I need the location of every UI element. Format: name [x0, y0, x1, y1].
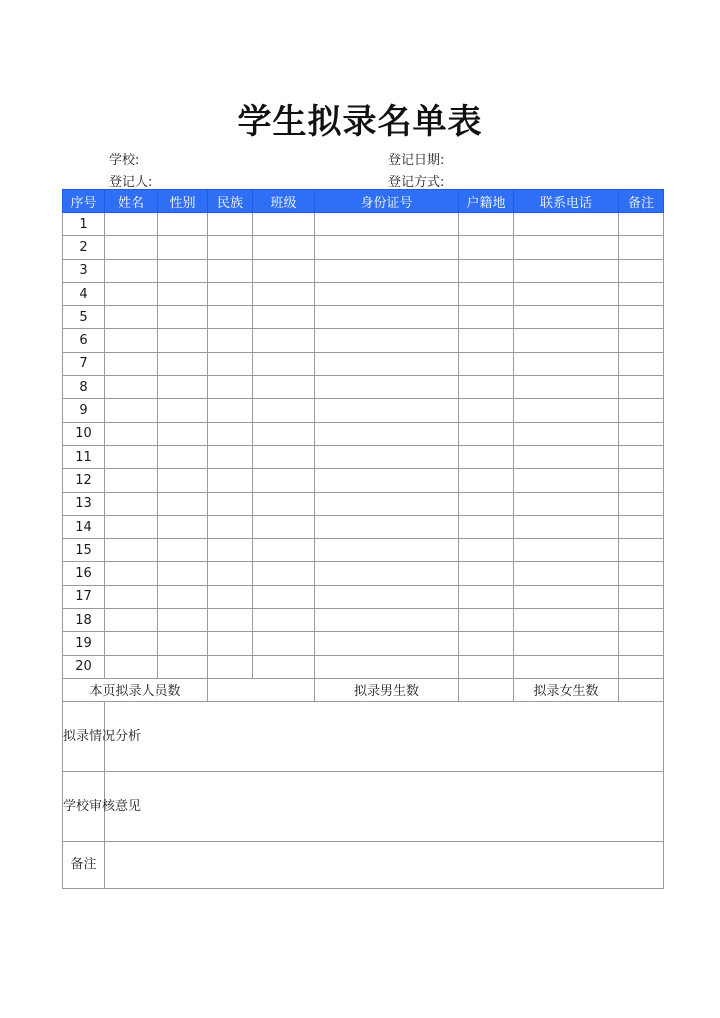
- gender-cell[interactable]: [158, 422, 208, 445]
- table-row: [63, 492, 664, 515]
- name-cell[interactable]: [105, 469, 158, 492]
- gender-cell[interactable]: [158, 329, 208, 352]
- remarks-cell[interactable]: [619, 329, 664, 352]
- table-row: [63, 422, 664, 445]
- name-cell[interactable]: [105, 282, 158, 305]
- id-number-cell[interactable]: [315, 376, 459, 399]
- table-row: [63, 585, 664, 608]
- remarks-row: [63, 841, 664, 888]
- summary-row: [63, 678, 664, 701]
- table-row: [63, 632, 664, 655]
- hukou-cell[interactable]: [459, 609, 514, 632]
- school-label: 学校:: [109, 153, 140, 168]
- class-cell[interactable]: [253, 306, 315, 329]
- remarks-cell[interactable]: [619, 562, 664, 585]
- name-cell[interactable]: [105, 515, 158, 538]
- id-number-cell[interactable]: [315, 562, 459, 585]
- hukou-cell[interactable]: [459, 632, 514, 655]
- remarks-cell[interactable]: [619, 632, 664, 655]
- name-cell[interactable]: [105, 655, 158, 678]
- remarks-cell[interactable]: [619, 236, 664, 259]
- id-number-cell[interactable]: [315, 213, 459, 236]
- phone-cell[interactable]: [514, 562, 619, 585]
- phone-cell[interactable]: [514, 352, 619, 375]
- table-row: [63, 306, 664, 329]
- row-number: 7: [63, 352, 105, 375]
- row-number: 15: [63, 539, 105, 562]
- name-cell[interactable]: [105, 236, 158, 259]
- class-cell[interactable]: [253, 352, 315, 375]
- review-cell[interactable]: [105, 771, 664, 841]
- total-count-label: 本页拟录人员数: [63, 678, 208, 701]
- table-row: [63, 376, 664, 399]
- reg-method-label: 登记方式:: [388, 175, 445, 190]
- phone-cell[interactable]: [514, 306, 619, 329]
- remarks-cell[interactable]: [619, 515, 664, 538]
- phone-cell[interactable]: [514, 469, 619, 492]
- row-number: 8: [63, 376, 105, 399]
- table-row: [63, 515, 664, 538]
- phone-cell[interactable]: [514, 376, 619, 399]
- id-number-cell[interactable]: [315, 469, 459, 492]
- hukou-cell[interactable]: [459, 306, 514, 329]
- row-number: 17: [63, 585, 105, 608]
- name-cell[interactable]: [105, 632, 158, 655]
- ethnicity-cell[interactable]: [208, 632, 253, 655]
- hukou-cell[interactable]: [459, 236, 514, 259]
- ethnicity-cell[interactable]: [208, 282, 253, 305]
- gender-cell[interactable]: [158, 515, 208, 538]
- page-title: 学生拟录名单表: [237, 102, 483, 142]
- class-cell[interactable]: [253, 399, 315, 422]
- name-cell[interactable]: [105, 259, 158, 282]
- gender-cell[interactable]: [158, 352, 208, 375]
- name-cell[interactable]: [105, 399, 158, 422]
- row-number: 11: [63, 445, 105, 468]
- row-number: 9: [63, 399, 105, 422]
- id-number-cell[interactable]: [315, 259, 459, 282]
- female-count-label: 拟录女生数: [514, 678, 619, 701]
- hukou-cell[interactable]: [459, 515, 514, 538]
- hukou-cell[interactable]: [459, 539, 514, 562]
- row-number: 4: [63, 282, 105, 305]
- id-number-cell[interactable]: [315, 306, 459, 329]
- remarks-cell[interactable]: [619, 655, 664, 678]
- header-id-number: 身份证号: [315, 190, 459, 213]
- gender-cell[interactable]: [158, 609, 208, 632]
- row-number: 1: [63, 213, 105, 236]
- id-number-cell[interactable]: [315, 445, 459, 468]
- name-cell[interactable]: [105, 539, 158, 562]
- name-cell[interactable]: [105, 422, 158, 445]
- ethnicity-cell[interactable]: [208, 562, 253, 585]
- header-class: 班级: [253, 190, 315, 213]
- hukou-cell[interactable]: [459, 399, 514, 422]
- class-cell[interactable]: [253, 632, 315, 655]
- remarks-cell[interactable]: [619, 445, 664, 468]
- id-number-cell[interactable]: [315, 352, 459, 375]
- phone-cell[interactable]: [514, 399, 619, 422]
- hukou-cell[interactable]: [459, 259, 514, 282]
- review-label: 学校审核意见: [63, 771, 105, 841]
- class-cell[interactable]: [253, 376, 315, 399]
- hukou-cell[interactable]: [459, 445, 514, 468]
- name-cell[interactable]: [105, 306, 158, 329]
- remarks-cell[interactable]: [619, 399, 664, 422]
- remarks-cell[interactable]: [619, 213, 664, 236]
- id-number-cell[interactable]: [315, 422, 459, 445]
- table-row: [63, 445, 664, 468]
- header-phone: 联系电话: [514, 190, 619, 213]
- header-remarks: 备注: [619, 190, 664, 213]
- ethnicity-cell[interactable]: [208, 492, 253, 515]
- class-cell[interactable]: [253, 236, 315, 259]
- class-cell[interactable]: [253, 259, 315, 282]
- row-number: 6: [63, 329, 105, 352]
- remarks-cell[interactable]: [619, 306, 664, 329]
- table-row: [63, 352, 664, 375]
- hukou-cell[interactable]: [459, 655, 514, 678]
- gender-cell[interactable]: [158, 399, 208, 422]
- phone-cell[interactable]: [514, 422, 619, 445]
- ethnicity-cell[interactable]: [208, 422, 253, 445]
- phone-cell[interactable]: [514, 213, 619, 236]
- table-row: [63, 282, 664, 305]
- ethnicity-cell[interactable]: [208, 352, 253, 375]
- row-number: 14: [63, 515, 105, 538]
- analysis-label: 拟录情况分析: [63, 701, 105, 771]
- id-number-cell[interactable]: [315, 399, 459, 422]
- phone-cell[interactable]: [514, 329, 619, 352]
- remarks-cell[interactable]: [105, 841, 664, 888]
- hukou-cell[interactable]: [459, 329, 514, 352]
- header-seq: 序号: [63, 190, 105, 213]
- gender-cell[interactable]: [158, 445, 208, 468]
- row-number: 3: [63, 259, 105, 282]
- remarks-cell[interactable]: [619, 259, 664, 282]
- ethnicity-cell[interactable]: [208, 329, 253, 352]
- gender-cell[interactable]: [158, 585, 208, 608]
- name-cell[interactable]: [105, 562, 158, 585]
- gender-cell[interactable]: [158, 306, 208, 329]
- name-cell[interactable]: [105, 329, 158, 352]
- remarks-cell[interactable]: [619, 609, 664, 632]
- analysis-row: [63, 701, 664, 771]
- remarks-cell[interactable]: [619, 422, 664, 445]
- id-number-cell[interactable]: [315, 236, 459, 259]
- ethnicity-cell[interactable]: [208, 399, 253, 422]
- ethnicity-cell[interactable]: [208, 655, 253, 678]
- id-number-cell[interactable]: [315, 492, 459, 515]
- name-cell[interactable]: [105, 376, 158, 399]
- class-cell[interactable]: [253, 329, 315, 352]
- row-number: 16: [63, 562, 105, 585]
- id-number-cell[interactable]: [315, 632, 459, 655]
- id-number-cell[interactable]: [315, 282, 459, 305]
- ethnicity-cell[interactable]: [208, 539, 253, 562]
- row-number: 10: [63, 422, 105, 445]
- gender-cell[interactable]: [158, 539, 208, 562]
- reg-date-label: 登记日期:: [388, 153, 445, 168]
- header-name: 姓名: [105, 190, 158, 213]
- class-cell[interactable]: [253, 422, 315, 445]
- phone-cell[interactable]: [514, 515, 619, 538]
- registrar-label: 登记人:: [109, 175, 153, 190]
- remarks-cell[interactable]: [619, 585, 664, 608]
- header-hukou: 户籍地: [459, 190, 514, 213]
- class-cell[interactable]: [253, 655, 315, 678]
- table-header-row: [63, 190, 664, 213]
- ethnicity-cell[interactable]: [208, 259, 253, 282]
- hukou-cell[interactable]: [459, 376, 514, 399]
- ethnicity-cell[interactable]: [208, 515, 253, 538]
- ethnicity-cell[interactable]: [208, 306, 253, 329]
- ethnicity-cell[interactable]: [208, 469, 253, 492]
- id-number-cell[interactable]: [315, 585, 459, 608]
- phone-cell[interactable]: [514, 236, 619, 259]
- remarks-cell[interactable]: [619, 352, 664, 375]
- gender-cell[interactable]: [158, 282, 208, 305]
- gender-cell[interactable]: [158, 632, 208, 655]
- remarks-cell[interactable]: [619, 539, 664, 562]
- phone-cell[interactable]: [514, 492, 619, 515]
- hukou-cell[interactable]: [459, 585, 514, 608]
- remarks-cell[interactable]: [619, 282, 664, 305]
- enrollment-table: [62, 189, 664, 889]
- row-number: 20: [63, 655, 105, 678]
- hukou-cell[interactable]: [459, 282, 514, 305]
- table-row: [63, 399, 664, 422]
- female-count-cell[interactable]: [619, 678, 664, 701]
- remarks-cell[interactable]: [619, 492, 664, 515]
- ethnicity-cell[interactable]: [208, 609, 253, 632]
- male-count-cell[interactable]: [459, 678, 514, 701]
- class-cell[interactable]: [253, 213, 315, 236]
- hukou-cell[interactable]: [459, 562, 514, 585]
- class-cell[interactable]: [253, 469, 315, 492]
- name-cell[interactable]: [105, 213, 158, 236]
- gender-cell[interactable]: [158, 469, 208, 492]
- gender-cell[interactable]: [158, 236, 208, 259]
- phone-cell[interactable]: [514, 282, 619, 305]
- total-count-cell[interactable]: [208, 678, 315, 701]
- ethnicity-cell[interactable]: [208, 445, 253, 468]
- hukou-cell[interactable]: [459, 213, 514, 236]
- id-number-cell[interactable]: [315, 329, 459, 352]
- row-number: 18: [63, 609, 105, 632]
- class-cell[interactable]: [253, 585, 315, 608]
- id-number-cell[interactable]: [315, 655, 459, 678]
- table-row: [63, 236, 664, 259]
- class-cell[interactable]: [253, 515, 315, 538]
- review-row: [63, 771, 664, 841]
- name-cell[interactable]: [105, 445, 158, 468]
- table-row: [63, 213, 664, 236]
- phone-cell[interactable]: [514, 259, 619, 282]
- hukou-cell[interactable]: [459, 492, 514, 515]
- phone-cell[interactable]: [514, 539, 619, 562]
- row-number: 13: [63, 492, 105, 515]
- row-number: 19: [63, 632, 105, 655]
- name-cell[interactable]: [105, 492, 158, 515]
- ethnicity-cell[interactable]: [208, 213, 253, 236]
- id-number-cell[interactable]: [315, 609, 459, 632]
- table-row: [63, 469, 664, 492]
- ethnicity-cell[interactable]: [208, 376, 253, 399]
- male-count-label: 拟录男生数: [315, 678, 459, 701]
- row-number: 2: [63, 236, 105, 259]
- row-number: 5: [63, 306, 105, 329]
- class-cell[interactable]: [253, 445, 315, 468]
- gender-cell[interactable]: [158, 492, 208, 515]
- gender-cell[interactable]: [158, 259, 208, 282]
- phone-cell[interactable]: [514, 445, 619, 468]
- class-cell[interactable]: [253, 492, 315, 515]
- remarks-cell[interactable]: [619, 469, 664, 492]
- phone-cell[interactable]: [514, 655, 619, 678]
- name-cell[interactable]: [105, 352, 158, 375]
- id-number-cell[interactable]: [315, 515, 459, 538]
- class-cell[interactable]: [253, 562, 315, 585]
- table-row: [63, 259, 664, 282]
- gender-cell[interactable]: [158, 562, 208, 585]
- remarks-cell[interactable]: [619, 376, 664, 399]
- hukou-cell[interactable]: [459, 422, 514, 445]
- class-cell[interactable]: [253, 539, 315, 562]
- header-ethnicity: 民族: [208, 190, 253, 213]
- table-row: [63, 562, 664, 585]
- table-row: [63, 609, 664, 632]
- ethnicity-cell[interactable]: [208, 585, 253, 608]
- name-cell[interactable]: [105, 609, 158, 632]
- phone-cell[interactable]: [514, 609, 619, 632]
- hukou-cell[interactable]: [459, 352, 514, 375]
- table-row: [63, 329, 664, 352]
- row-number: 12: [63, 469, 105, 492]
- class-cell[interactable]: [253, 609, 315, 632]
- analysis-cell[interactable]: [105, 701, 664, 771]
- name-cell[interactable]: [105, 585, 158, 608]
- id-number-cell[interactable]: [315, 539, 459, 562]
- hukou-cell[interactable]: [459, 469, 514, 492]
- phone-cell[interactable]: [514, 585, 619, 608]
- phone-cell[interactable]: [514, 632, 619, 655]
- remarks-label: 备注: [63, 841, 105, 888]
- gender-cell[interactable]: [158, 655, 208, 678]
- gender-cell[interactable]: [158, 376, 208, 399]
- ethnicity-cell[interactable]: [208, 236, 253, 259]
- class-cell[interactable]: [253, 282, 315, 305]
- table-row: [63, 655, 664, 678]
- table-row: [63, 539, 664, 562]
- header-gender: 性别: [158, 190, 208, 213]
- gender-cell[interactable]: [158, 213, 208, 236]
